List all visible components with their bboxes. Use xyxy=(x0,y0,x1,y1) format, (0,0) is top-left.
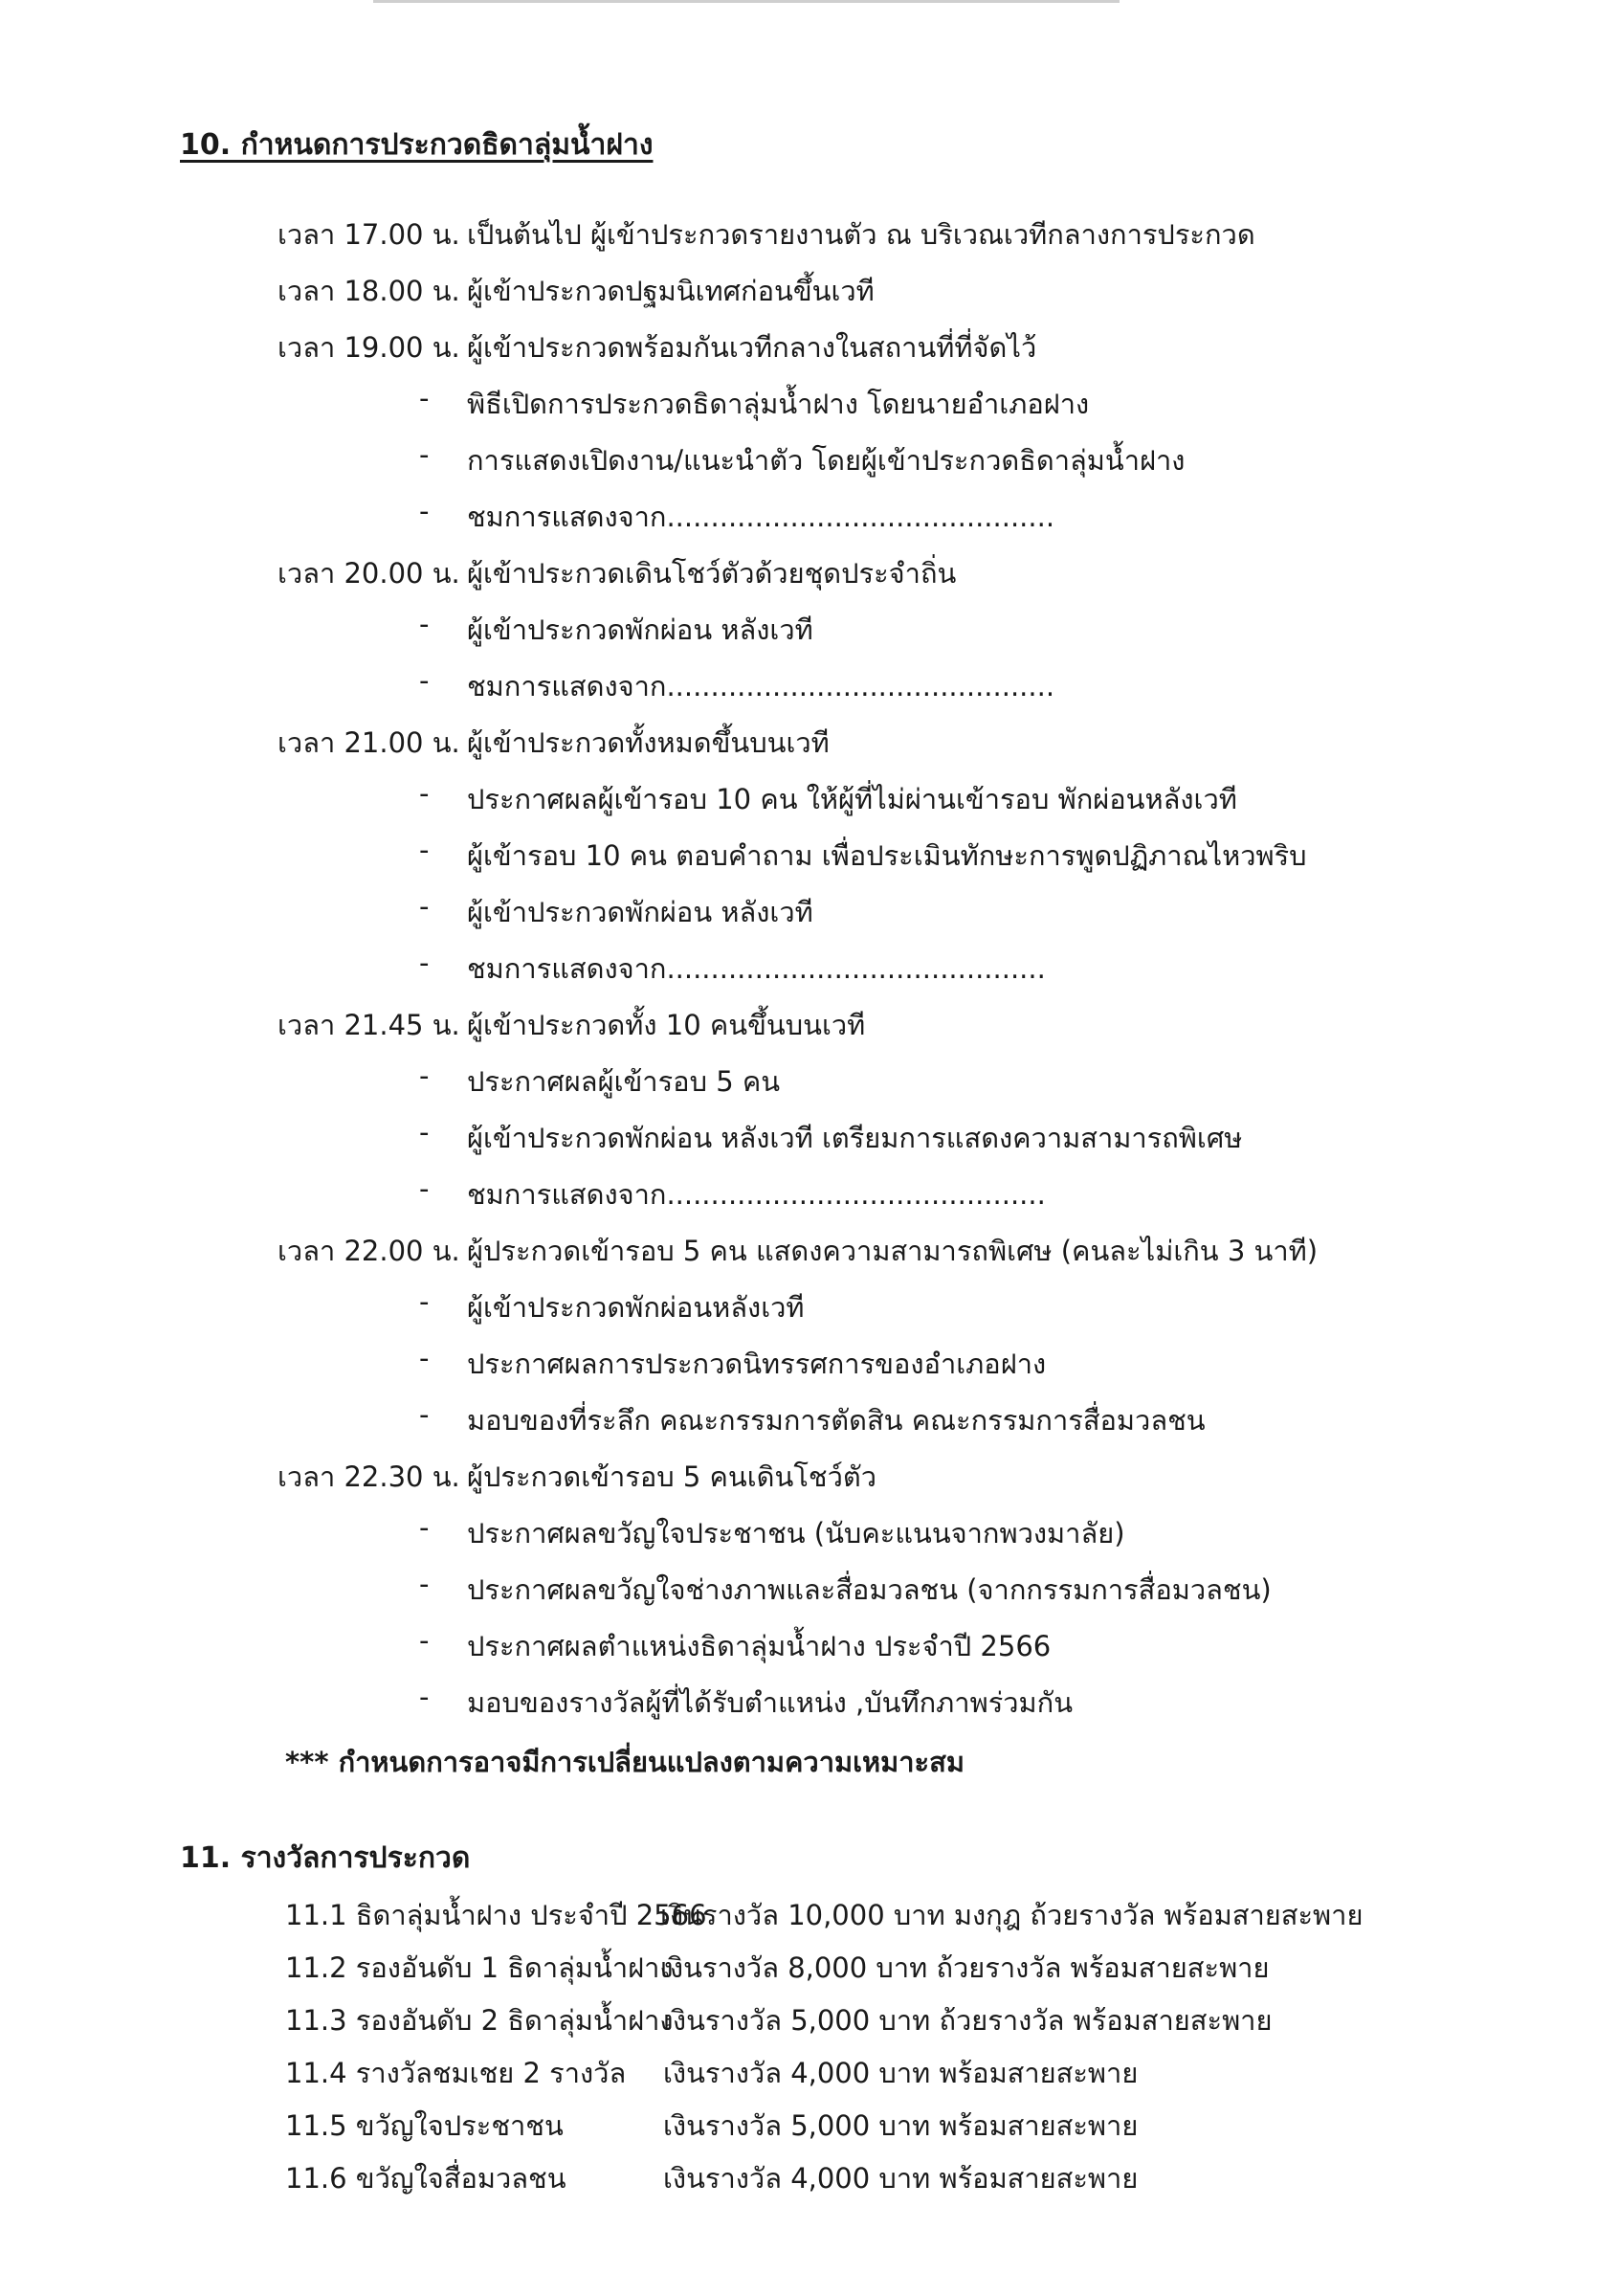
schedule-description: ผู้เข้าประกวดทั้ง 10 คนขึ้นบนเวที xyxy=(467,1009,866,1041)
award-detail: เงินรางวัล 5,000 บาท พร้อมสายสะพาย xyxy=(663,2109,1139,2142)
award-detail: เงินรางวัล 5,000 บาท ถ้วยรางวัล พร้อมสายสะพาย xyxy=(663,2004,1273,2037)
schedule-sub-item: ประกาศผลขวัญใจประชาชน (นับคะแนนจากพวงมาลัย) xyxy=(467,1517,1125,1549)
bullet-dash: - xyxy=(419,1681,430,1713)
schedule-description: ผู้เข้าประกวดทั้งหมดขึ้นบนเวที xyxy=(467,726,830,759)
award-label: 11.6 ขวัญใจสื่อมวลชน xyxy=(285,2162,566,2195)
bullet-dash: - xyxy=(419,1116,430,1148)
award-label: 11.2 รองอันดับ 1 ธิดาลุ่มน้ำฝาง xyxy=(285,1951,674,1984)
schedule-sub-item: ผู้เข้าประกวดพักผ่อน หลังเวที เตรียมการแสดงความสามารถพิเศษ xyxy=(467,1122,1243,1154)
bullet-dash: - xyxy=(419,1285,430,1318)
schedule-sub-item: มอบของรางวัลผู้ที่ได้รับตำแหน่ง ,บันทึกภาพร่วมกัน xyxy=(467,1686,1074,1719)
schedule-description: เป็นต้นไป ผู้เข้าประกวดรายงานตัว ณ บริเวณเวทีกลางการประกวด xyxy=(467,218,1255,251)
schedule-description: ผู้เข้าประกวดเดินโชว์ตัวด้วยชุดประจำถิ่น xyxy=(467,557,957,590)
bullet-dash: - xyxy=(419,382,430,414)
schedule-sub-item: พิธีเปิดการประกวดธิดาลุ่มน้ำฝาง โดยนายอำเภอฝาง xyxy=(467,388,1090,420)
award-detail: เงินรางวัล 4,000 บาท พร้อมสายสะพาย xyxy=(663,2057,1139,2089)
schedule-description: ผู้เข้าประกวดปฐมนิเทศก่อนขึ้นเวที xyxy=(467,275,875,307)
bullet-dash: - xyxy=(419,1511,430,1544)
schedule-sub-item: ประกาศผลการประกวดนิทรรศการของอำเภอฝาง xyxy=(467,1348,1047,1380)
bullet-dash: - xyxy=(419,834,430,866)
bullet-dash: - xyxy=(419,608,430,640)
schedule-time: เวลา 20.00 น. xyxy=(277,557,460,590)
schedule-sub-item: ประกาศผลผู้เข้ารอบ 5 คน xyxy=(467,1065,781,1098)
schedule-sub-item: ผู้เข้าประกวดพักผ่อน หลังเวที xyxy=(467,896,813,928)
section-10-title: 10. กำหนดการประกวดธิดาลุ่มน้ำฝาง xyxy=(180,128,654,162)
schedule-sub-item: ผู้เข้าประกวดพักผ่อน หลังเวที xyxy=(467,613,813,646)
award-detail: เงินรางวัล 8,000 บาท ถ้วยรางวัล พร้อมสายสะพาย xyxy=(660,1951,1270,1984)
schedule-sub-item: ผู้เข้าประกวดพักผ่อนหลังเวที xyxy=(467,1291,805,1324)
award-label: 11.1 ธิดาลุ่มน้ำฝาง ประจำปี 2566 xyxy=(285,1899,707,1931)
bullet-dash: - xyxy=(419,777,430,810)
bullet-dash: - xyxy=(419,438,430,471)
schedule-time: เวลา 17.00 น. xyxy=(277,218,460,251)
bullet-dash: - xyxy=(419,1568,430,1600)
bullet-dash: - xyxy=(419,664,430,697)
schedule-sub-item: ประกาศผลผู้เข้ารอบ 10 คน ให้ผู้ที่ไม่ผ่านเข้ารอบ พักผ่อนหลังเวที xyxy=(467,783,1237,815)
bullet-dash: - xyxy=(419,1172,430,1205)
bullet-dash: - xyxy=(419,890,430,923)
schedule-sub-item: มอบของที่ระลึก คณะกรรมการตัดสิน คณะกรรมการสื่อมวลชน xyxy=(467,1404,1206,1437)
bullet-dash: - xyxy=(419,1624,430,1657)
schedule-time: เวลา 18.00 น. xyxy=(277,275,460,307)
bullet-dash: - xyxy=(419,1342,430,1374)
schedule-sub-item: ประกาศผลขวัญใจช่างภาพและสื่อมวลชน (จากกรรมการสื่อมวลชน) xyxy=(467,1573,1272,1606)
schedule-sub-item: ชมการแสดงจาก........................................... xyxy=(467,952,1046,985)
schedule-time: เวลา 22.30 น. xyxy=(277,1460,460,1493)
schedule-sub-item: ชมการแสดงจาก............................................ xyxy=(467,501,1055,533)
award-label: 11.4 รางวัลชมเชย 2 รางวัล xyxy=(285,2057,627,2089)
bullet-dash: - xyxy=(419,947,430,979)
schedule-sub-item: ผู้เข้ารอบ 10 คน ตอบคำถาม เพื่อประเมินทักษะการพูดปฏิภาณไหวพริบ xyxy=(467,839,1307,872)
bullet-dash: - xyxy=(419,495,430,527)
schedule-sub-item: การแสดงเปิดงาน/แนะนำตัว โดยผู้เข้าประกวดธิดาลุ่มน้ำฝาง xyxy=(467,444,1186,477)
schedule-sub-item: ชมการแสดงจาก........................................... xyxy=(467,1178,1046,1211)
schedule-description: ผู้ประกวดเข้ารอบ 5 คน แสดงความสามารถพิเศษ (คนละไม่เกิน 3 นาที) xyxy=(467,1235,1319,1267)
schedule-sub-item: ชมการแสดงจาก............................................ xyxy=(467,670,1055,702)
award-label: 11.5 ขวัญใจประชาชน xyxy=(285,2109,564,2142)
schedule-time: เวลา 19.00 น. xyxy=(277,331,460,364)
schedule-sub-item: ประกาศผลตำแหน่งธิดาลุ่มน้ำฝาง ประจำปี 2566 xyxy=(467,1630,1052,1662)
award-label: 11.3 รองอันดับ 2 ธิดาลุ่มน้ำฝาง xyxy=(285,2004,674,2037)
section-11-title: 11. รางวัลการประกวด xyxy=(180,1841,471,1875)
schedule-note: *** กำหนดการอาจมีการเปลี่ยนแปลงตามความเหมาะสม xyxy=(285,1746,965,1778)
schedule-time: เวลา 22.00 น. xyxy=(277,1235,460,1267)
scan-edge-line xyxy=(373,0,1120,3)
schedule-description: ผู้เข้าประกวดพร้อมกันเวทีกลางในสถานที่ที่จัดไว้ xyxy=(467,331,1037,364)
bullet-dash: - xyxy=(419,1398,430,1431)
bullet-dash: - xyxy=(419,1059,430,1092)
schedule-time: เวลา 21.45 น. xyxy=(277,1009,460,1041)
award-detail: เงินรางวัล 10,000 บาท มงกุฎ ถ้วยรางวัล พร้อมสายสะพาย xyxy=(660,1899,1364,1931)
schedule-description: ผู้ประกวดเข้ารอบ 5 คนเดินโชว์ตัว xyxy=(467,1460,876,1493)
award-detail: เงินรางวัล 4,000 บาท พร้อมสายสะพาย xyxy=(663,2162,1139,2195)
schedule-time: เวลา 21.00 น. xyxy=(277,726,460,759)
